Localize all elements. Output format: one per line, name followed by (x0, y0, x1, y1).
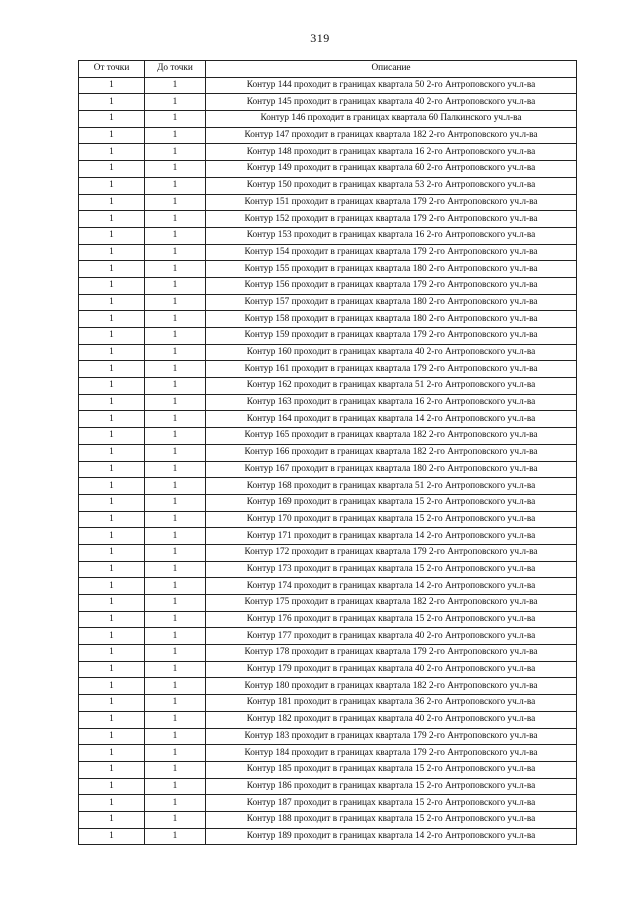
cell-from-point: 1 (79, 294, 145, 311)
table-row (79, 494, 577, 511)
cell-to-point: 1 (145, 311, 206, 328)
table-body (79, 77, 577, 845)
cell-from-point: 1 (79, 144, 145, 161)
table-row (79, 678, 577, 695)
cell-from-point: 1 (79, 211, 145, 228)
cell-from-point: 1 (79, 561, 145, 578)
cell-description: Контур 154 проходит в границах квартала 179 2-го Антроповского уч.л-ва (206, 244, 577, 261)
table-row (79, 745, 577, 762)
cell-description: Контур 164 проходит в границах квартала 14 2-го Антроповского уч.л-ва (206, 411, 577, 428)
cell-from-point: 1 (79, 528, 145, 545)
cell-to-point: 1 (145, 544, 206, 561)
header-from-point: От точки (79, 61, 145, 78)
cell-from-point: 1 (79, 761, 145, 778)
table-row (79, 378, 577, 395)
table-row (79, 411, 577, 428)
table-row (79, 811, 577, 828)
cell-to-point: 1 (145, 611, 206, 628)
cell-description: Контур 183 проходит в границах квартала 179 2-го Антроповского уч.л-ва (206, 728, 577, 745)
cell-from-point: 1 (79, 544, 145, 561)
table-row (79, 661, 577, 678)
cell-from-point: 1 (79, 494, 145, 511)
cell-to-point: 1 (145, 444, 206, 461)
cell-from-point: 1 (79, 111, 145, 128)
table-row (79, 194, 577, 211)
cell-from-point: 1 (79, 328, 145, 345)
cell-from-point: 1 (79, 277, 145, 294)
cell-from-point: 1 (79, 595, 145, 612)
cell-from-point: 1 (79, 244, 145, 261)
cell-to-point: 1 (145, 711, 206, 728)
cell-from-point: 1 (79, 511, 145, 528)
cell-from-point: 1 (79, 428, 145, 445)
cell-to-point: 1 (145, 144, 206, 161)
cell-to-point: 1 (145, 828, 206, 845)
cell-to-point: 1 (145, 294, 206, 311)
cell-description: Контур 153 проходит в границах квартала 16 2-го Антроповского уч.л-ва (206, 227, 577, 244)
cell-description: Контур 148 проходит в границах квартала 16 2-го Антроповского уч.л-ва (206, 144, 577, 161)
cell-from-point: 1 (79, 711, 145, 728)
cell-to-point: 1 (145, 244, 206, 261)
cell-description: Контур 163 проходит в границах квартала 16 2-го Антроповского уч.л-ва (206, 394, 577, 411)
table-row (79, 111, 577, 128)
cell-from-point: 1 (79, 745, 145, 762)
table-row (79, 361, 577, 378)
cell-to-point: 1 (145, 628, 206, 645)
cell-to-point: 1 (145, 728, 206, 745)
cell-description: Контур 168 проходит в границах квартала 51 2-го Антроповского уч.л-ва (206, 478, 577, 495)
cell-from-point: 1 (79, 177, 145, 194)
cell-to-point: 1 (145, 411, 206, 428)
table-row (79, 428, 577, 445)
contour-table (78, 60, 577, 845)
table-row (79, 611, 577, 628)
table-row (79, 161, 577, 178)
table-row (79, 77, 577, 94)
cell-description: Контур 167 проходит в границах квартала 180 2-го Антроповского уч.л-ва (206, 461, 577, 478)
table-row (79, 778, 577, 795)
table-row (79, 127, 577, 144)
cell-description: Контур 151 проходит в границах квартала 179 2-го Антроповского уч.л-ва (206, 194, 577, 211)
cell-from-point: 1 (79, 444, 145, 461)
cell-to-point: 1 (145, 277, 206, 294)
table-row (79, 528, 577, 545)
table-row (79, 728, 577, 745)
cell-from-point: 1 (79, 344, 145, 361)
table-row (79, 561, 577, 578)
cell-from-point: 1 (79, 678, 145, 695)
cell-description: Контур 162 проходит в границах квартала 51 2-го Антроповского уч.л-ва (206, 378, 577, 395)
cell-description: Контур 149 проходит в границах квартала 60 2-го Антроповского уч.л-ва (206, 161, 577, 178)
cell-to-point: 1 (145, 511, 206, 528)
cell-from-point: 1 (79, 77, 145, 94)
cell-description: Контур 158 проходит в границах квартала 180 2-го Антроповского уч.л-ва (206, 311, 577, 328)
cell-description: Контур 187 проходит в границах квартала 15 2-го Антроповского уч.л-ва (206, 795, 577, 812)
cell-to-point: 1 (145, 328, 206, 345)
cell-from-point: 1 (79, 311, 145, 328)
cell-to-point: 1 (145, 478, 206, 495)
cell-from-point: 1 (79, 695, 145, 712)
cell-to-point: 1 (145, 778, 206, 795)
cell-from-point: 1 (79, 411, 145, 428)
table-row (79, 645, 577, 662)
cell-to-point: 1 (145, 795, 206, 812)
cell-description: Контур 147 проходит в границах квартала 182 2-го Антроповского уч.л-ва (206, 127, 577, 144)
cell-from-point: 1 (79, 828, 145, 845)
cell-from-point: 1 (79, 478, 145, 495)
cell-to-point: 1 (145, 211, 206, 228)
cell-to-point: 1 (145, 77, 206, 94)
cell-description: Контур 170 проходит в границах квартала 15 2-го Антроповского уч.л-ва (206, 511, 577, 528)
table-row (79, 628, 577, 645)
cell-to-point: 1 (145, 378, 206, 395)
cell-from-point: 1 (79, 578, 145, 595)
table-row (79, 144, 577, 161)
cell-description: Контур 144 проходит в границах квартала 50 2-го Антроповского уч.л-ва (206, 77, 577, 94)
cell-from-point: 1 (79, 161, 145, 178)
table-row (79, 244, 577, 261)
cell-from-point: 1 (79, 661, 145, 678)
cell-description: Контур 175 проходит в границах квартала 182 2-го Антроповского уч.л-ва (206, 595, 577, 612)
cell-description: Контур 165 проходит в границах квартала 182 2-го Антроповского уч.л-ва (206, 428, 577, 445)
table-row (79, 394, 577, 411)
table-row (79, 695, 577, 712)
cell-description: Контур 169 проходит в границах квартала 15 2-го Антроповского уч.л-ва (206, 494, 577, 511)
cell-from-point: 1 (79, 628, 145, 645)
table-row (79, 595, 577, 612)
cell-to-point: 1 (145, 811, 206, 828)
cell-from-point: 1 (79, 361, 145, 378)
cell-to-point: 1 (145, 344, 206, 361)
cell-from-point: 1 (79, 227, 145, 244)
cell-description: Контур 173 проходит в границах квартала 15 2-го Антроповского уч.л-ва (206, 561, 577, 578)
cell-description: Контур 181 проходит в границах квартала 36 2-го Антроповского уч.л-ва (206, 695, 577, 712)
cell-to-point: 1 (145, 678, 206, 695)
table-row (79, 261, 577, 278)
table-row (79, 94, 577, 111)
cell-description: Контур 145 проходит в границах квартала 40 2-го Антроповского уч.л-ва (206, 94, 577, 111)
cell-to-point: 1 (145, 461, 206, 478)
cell-description: Контур 177 проходит в границах квартала 40 2-го Антроповского уч.л-ва (206, 628, 577, 645)
table-row (79, 294, 577, 311)
cell-description: Контур 180 проходит в границах квартала 182 2-го Антроповского уч.л-ва (206, 678, 577, 695)
cell-description: Контур 174 проходит в границах квартала 14 2-го Антроповского уч.л-ва (206, 578, 577, 595)
cell-from-point: 1 (79, 194, 145, 211)
cell-description: Контур 188 проходит в границах квартала 15 2-го Антроповского уч.л-ва (206, 811, 577, 828)
table-row (79, 711, 577, 728)
table-row (79, 795, 577, 812)
cell-from-point: 1 (79, 378, 145, 395)
cell-to-point: 1 (145, 745, 206, 762)
cell-to-point: 1 (145, 561, 206, 578)
cell-to-point: 1 (145, 695, 206, 712)
cell-to-point: 1 (145, 177, 206, 194)
cell-from-point: 1 (79, 127, 145, 144)
cell-from-point: 1 (79, 728, 145, 745)
cell-description: Контур 184 проходит в границах квартала 179 2-го Антроповского уч.л-ва (206, 745, 577, 762)
table-row (79, 177, 577, 194)
cell-from-point: 1 (79, 795, 145, 812)
table-row (79, 478, 577, 495)
cell-to-point: 1 (145, 194, 206, 211)
cell-description: Контур 185 проходит в границах квартала 15 2-го Антроповского уч.л-ва (206, 761, 577, 778)
cell-to-point: 1 (145, 595, 206, 612)
cell-to-point: 1 (145, 161, 206, 178)
table-row (79, 311, 577, 328)
cell-description: Контур 155 проходит в границах квартала 180 2-го Антроповского уч.л-ва (206, 261, 577, 278)
header-to-point: До точки (145, 61, 206, 78)
cell-description: Контур 152 проходит в границах квартала 179 2-го Антроповского уч.л-ва (206, 211, 577, 228)
table-row (79, 444, 577, 461)
table-row (79, 511, 577, 528)
cell-to-point: 1 (145, 661, 206, 678)
table-row (79, 828, 577, 845)
cell-description: Контур 161 проходит в границах квартала 179 2-го Антроповского уч.л-ва (206, 361, 577, 378)
table-row (79, 344, 577, 361)
cell-description: Контур 156 проходит в границах квартала 179 2-го Антроповского уч.л-ва (206, 277, 577, 294)
cell-description: Контур 150 проходит в границах квартала 53 2-го Антроповского уч.л-ва (206, 177, 577, 194)
page-number: 319 (310, 31, 330, 45)
table-row (79, 211, 577, 228)
table-row (79, 544, 577, 561)
table-row (79, 761, 577, 778)
cell-description: Контур 176 проходит в границах квартала 15 2-го Антроповского уч.л-ва (206, 611, 577, 628)
cell-from-point: 1 (79, 611, 145, 628)
cell-description: Контур 186 проходит в границах квартала 15 2-го Антроповского уч.л-ва (206, 778, 577, 795)
table-row (79, 227, 577, 244)
cell-to-point: 1 (145, 528, 206, 545)
cell-description: Контур 166 проходит в границах квартала 182 2-го Антроповского уч.л-ва (206, 444, 577, 461)
table-row (79, 578, 577, 595)
cell-to-point: 1 (145, 261, 206, 278)
cell-to-point: 1 (145, 127, 206, 144)
table-row (79, 461, 577, 478)
cell-description: Контур 172 проходит в границах квартала 179 2-го Антроповского уч.л-ва (206, 544, 577, 561)
cell-description: Контур 179 проходит в границах квартала 40 2-го Антроповского уч.л-ва (206, 661, 577, 678)
cell-to-point: 1 (145, 111, 206, 128)
cell-from-point: 1 (79, 461, 145, 478)
cell-description: Контур 160 проходит в границах квартала 40 2-го Антроповского уч.л-ва (206, 344, 577, 361)
cell-description: Контур 171 проходит в границах квартала 14 2-го Антроповского уч.л-ва (206, 528, 577, 545)
cell-from-point: 1 (79, 261, 145, 278)
header-description: Описание (206, 61, 577, 78)
cell-description: Контур 182 проходит в границах квартала 40 2-го Антроповского уч.л-ва (206, 711, 577, 728)
cell-to-point: 1 (145, 394, 206, 411)
cell-description: Контур 189 проходит в границах квартала 14 2-го Антроповского уч.л-ва (206, 828, 577, 845)
cell-description: Контур 157 проходит в границах квартала 180 2-го Антроповского уч.л-ва (206, 294, 577, 311)
cell-to-point: 1 (145, 578, 206, 595)
cell-description: Контур 146 проходит в границах квартала 60 Палкинского уч.л-ва (206, 111, 577, 128)
cell-to-point: 1 (145, 761, 206, 778)
cell-to-point: 1 (145, 645, 206, 662)
cell-from-point: 1 (79, 94, 145, 111)
header-row (79, 61, 577, 78)
cell-to-point: 1 (145, 94, 206, 111)
table-header (79, 61, 577, 78)
cell-from-point: 1 (79, 811, 145, 828)
cell-description: Контур 159 проходит в границах квартала 179 2-го Антроповского уч.л-ва (206, 328, 577, 345)
cell-from-point: 1 (79, 778, 145, 795)
table-row (79, 277, 577, 294)
cell-to-point: 1 (145, 361, 206, 378)
table-row (79, 328, 577, 345)
cell-to-point: 1 (145, 428, 206, 445)
cell-from-point: 1 (79, 394, 145, 411)
cell-description: Контур 178 проходит в границах квартала 179 2-го Антроповского уч.л-ва (206, 645, 577, 662)
cell-to-point: 1 (145, 227, 206, 244)
cell-from-point: 1 (79, 645, 145, 662)
cell-to-point: 1 (145, 494, 206, 511)
